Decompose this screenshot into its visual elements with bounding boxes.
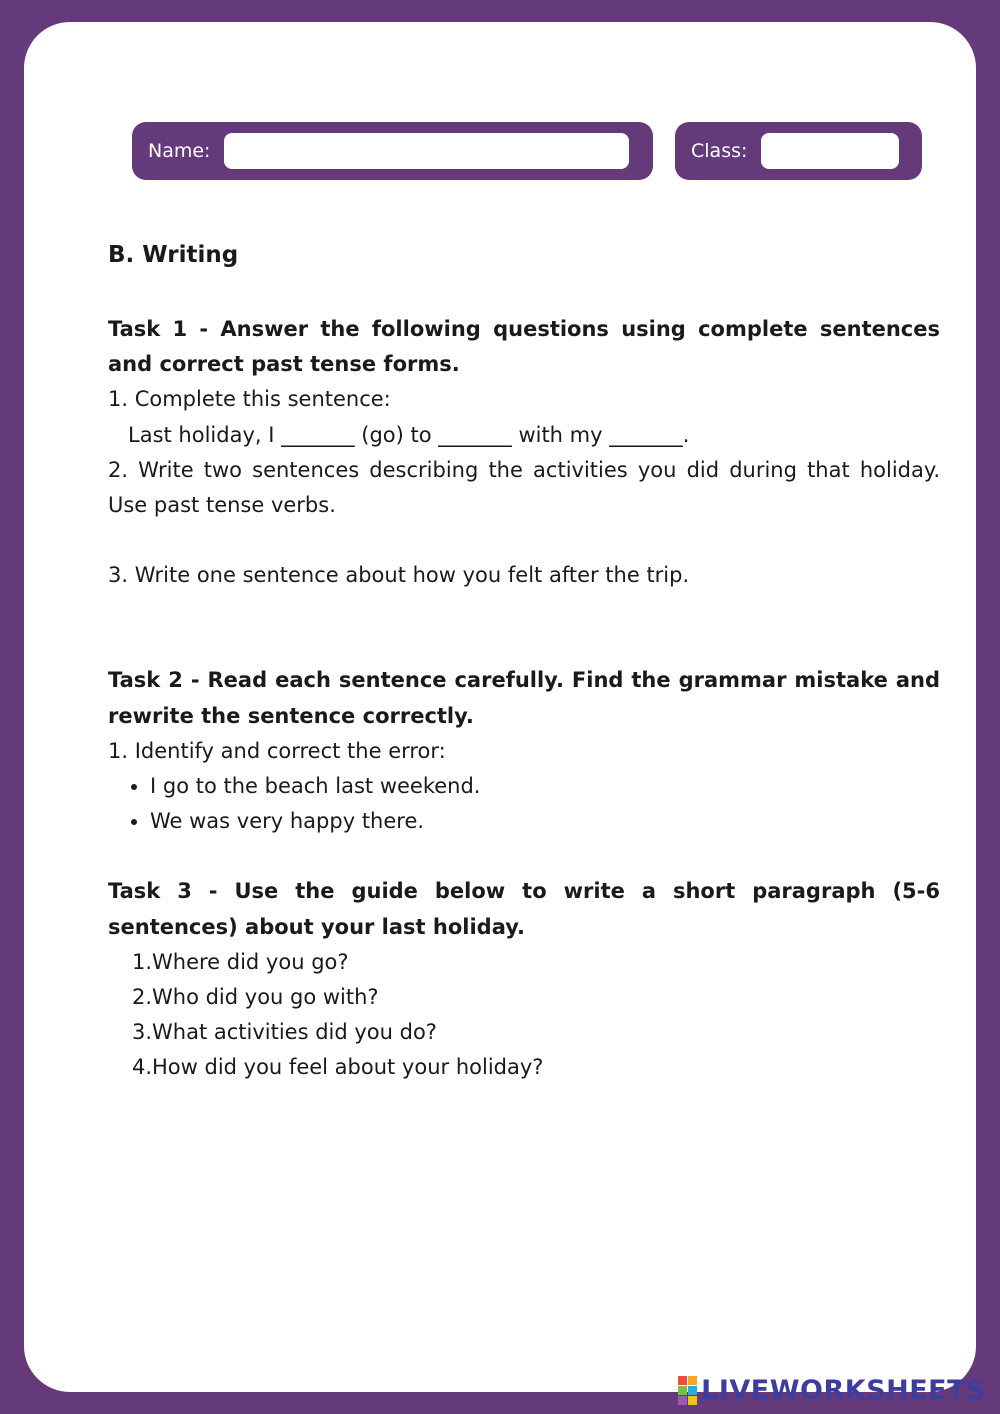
worksheet-page xyxy=(24,22,976,1392)
task2-sentence-2: • We was very happy there. xyxy=(150,804,940,839)
answer-space xyxy=(108,839,940,874)
guide-item-number: 4. xyxy=(131,1055,152,1080)
name-field-container xyxy=(132,122,653,180)
task1-item-3: 3. Write one sentence about how you felt after the trip. xyxy=(108,563,690,588)
liveworksheets-logo-text: LIVEWORKSHEETS xyxy=(701,1375,986,1406)
guide-item xyxy=(108,1050,940,1085)
guide-item-number: 1. xyxy=(131,949,152,974)
class-input[interactable] xyxy=(761,133,899,169)
guide-item-number: 2. xyxy=(131,985,152,1010)
liveworksheets-logo[interactable] xyxy=(678,1375,986,1406)
guide-item xyxy=(108,980,940,1015)
name-input[interactable] xyxy=(224,133,629,169)
worksheet-content xyxy=(108,234,940,1086)
class-field-container xyxy=(675,122,922,180)
guide-item-text: What activities did you do? xyxy=(152,1020,437,1045)
task2-instruction: 1. Identify and correct the error: xyxy=(108,738,446,763)
guide-item-text: How did you feel about your holiday? xyxy=(152,1055,544,1080)
guide-item-text: Who did you go with? xyxy=(152,985,379,1010)
liveworksheets-logo-icon xyxy=(678,1376,697,1405)
task2-sentence-1: • I go to the beach last weekend. xyxy=(150,769,940,804)
task1-heading: Task 1 - Answer the following questions using complete sentences and correct past tense forms. xyxy=(108,317,940,377)
answer-space xyxy=(108,593,940,663)
answer-space xyxy=(108,523,940,558)
task2-sentence-list xyxy=(108,769,940,839)
class-label: Class: xyxy=(691,140,748,162)
task1-item-1-sentence: Last holiday, I _______ (go) to _______ with my _______. xyxy=(128,422,690,447)
guide-item-text: Where did you go? xyxy=(152,949,349,974)
task3-heading: Task 3 - Use the guide below to write a short paragraph (5-6 sentences) about your last holiday. xyxy=(108,879,940,939)
task2-heading: Task 2 - Read each sentence carefully. Find the grammar mistake and rewrite the sentence correctly. xyxy=(108,668,940,728)
task3-guide-list xyxy=(108,945,940,1086)
task1-item-1: 1. Complete this sentence: xyxy=(108,387,391,412)
guide-item xyxy=(108,1015,940,1050)
guide-item xyxy=(108,945,940,980)
task1-item-2: 2. Write two sentences describing the activities you did during that holiday. Use past tense verbs. xyxy=(108,457,940,518)
guide-item-number: 3. xyxy=(131,1020,152,1045)
name-label: Name: xyxy=(148,140,211,162)
section-title: B. Writing xyxy=(108,242,239,268)
